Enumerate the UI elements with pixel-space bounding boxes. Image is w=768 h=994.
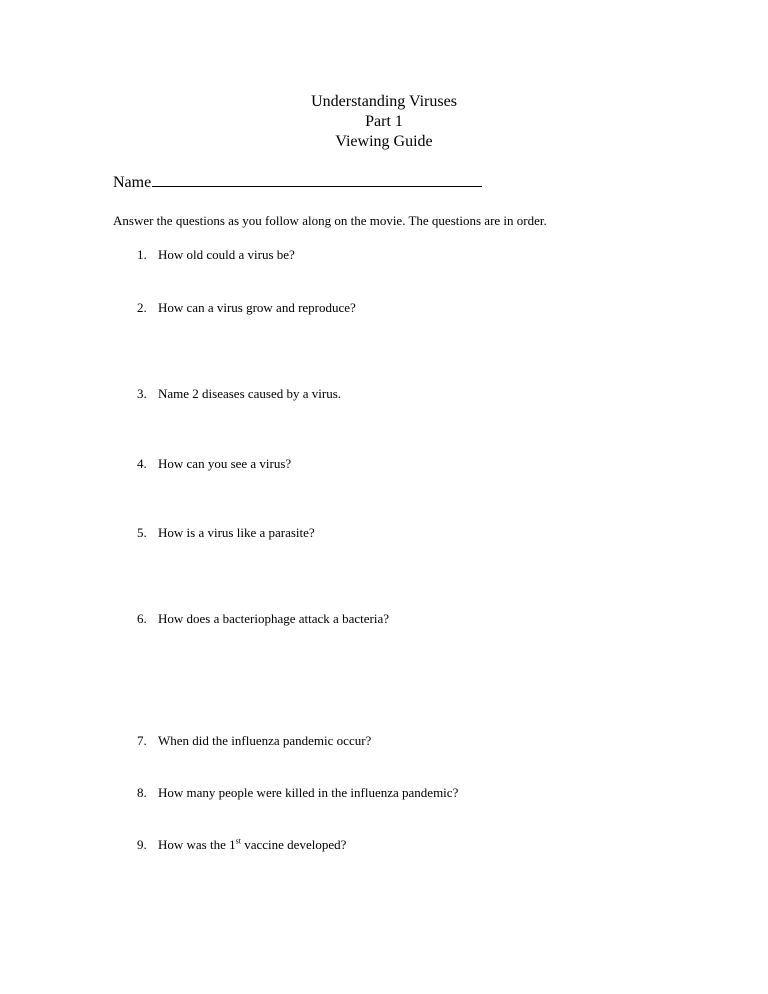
- question-number: 2.: [137, 300, 147, 315]
- question-2: [137, 299, 356, 317]
- question-number: 4.: [137, 456, 147, 471]
- question-superscript: st: [235, 836, 241, 846]
- document-part: Part 1: [365, 113, 403, 130]
- question-text: How can you see a virus?: [158, 456, 292, 471]
- instructions: Answer the questions as you follow along on the movie. The questions are in order.: [113, 213, 547, 228]
- document-title: Understanding Viruses: [311, 93, 457, 110]
- question-number: 7.: [137, 733, 147, 748]
- question-text: How is a virus like a parasite?: [158, 525, 315, 540]
- question-text: How can a virus grow and reproduce?: [158, 300, 356, 315]
- question-4: [137, 455, 291, 473]
- name-field-row: [113, 172, 482, 193]
- question-text: How old could a virus be?: [158, 247, 295, 262]
- question-number: 3.: [137, 386, 147, 401]
- question-7: [137, 732, 371, 750]
- question-1: [137, 246, 295, 264]
- question-number: 6.: [137, 611, 147, 626]
- question-number: 1.: [137, 247, 147, 262]
- question-text-after: vaccine developed?: [240, 837, 347, 852]
- name-label: Name: [113, 174, 152, 191]
- question-text: How does a bacteriophage attack a bacteria?: [158, 611, 389, 626]
- question-text: When did the influenza pandemic occur?: [158, 733, 372, 748]
- question-8: [137, 784, 458, 802]
- document-subtitle: Viewing Guide: [335, 133, 433, 150]
- question-6: [137, 610, 389, 628]
- question-number: 9.: [137, 837, 147, 852]
- question-text: How many people were killed in the influenza pandemic?: [158, 785, 459, 800]
- question-number: 5.: [137, 525, 147, 540]
- question-9: [137, 836, 346, 854]
- name-blank-line[interactable]: [152, 172, 482, 187]
- question-number: 8.: [137, 785, 147, 800]
- question-3: [137, 385, 341, 403]
- title-block: [0, 92, 768, 152]
- question-text: Name 2 diseases caused by a virus.: [158, 386, 342, 401]
- question-text-before: How was the 1: [158, 837, 236, 852]
- question-5: [137, 524, 315, 542]
